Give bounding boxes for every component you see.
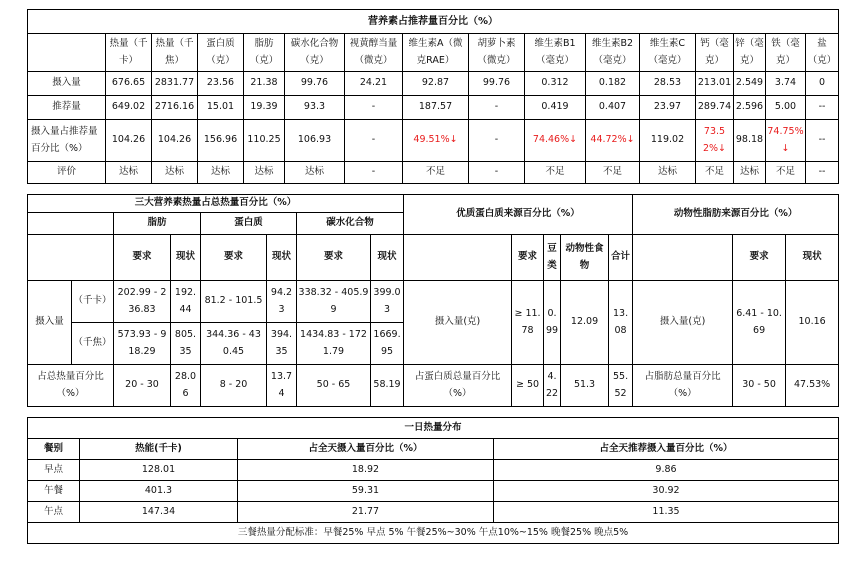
data-cell: 达标 bbox=[285, 162, 345, 184]
row-label: 摄入量占推荐量百分比（%） bbox=[28, 120, 106, 162]
req-header: 要求 bbox=[733, 235, 786, 281]
data-cell: 3.74 bbox=[766, 72, 806, 96]
data-cell: 13.74 bbox=[267, 365, 297, 407]
data-cell: 1434.83 - 1721.79 bbox=[297, 323, 371, 365]
bean-header: 豆类 bbox=[544, 235, 561, 281]
table-row bbox=[28, 120, 839, 162]
header-cell: 锌（毫克） bbox=[734, 34, 766, 72]
data-cell: 50 - 65 bbox=[297, 365, 371, 407]
data-cell: 0 bbox=[806, 72, 839, 96]
macro-energy-table bbox=[27, 194, 839, 407]
header-cell: 维生素B1（毫克） bbox=[525, 34, 586, 72]
data-cell: 0.419 bbox=[525, 96, 586, 120]
data-cell: 12.09 bbox=[561, 281, 609, 365]
data-cell: 9.86 bbox=[494, 460, 839, 481]
data-cell: 338.32 - 405.99 bbox=[297, 281, 371, 323]
data-cell: -- bbox=[806, 162, 839, 184]
data-cell: 不足 bbox=[525, 162, 586, 184]
cur-header: 现状 bbox=[171, 235, 201, 281]
data-cell: 不足 bbox=[403, 162, 469, 184]
animal-fat-title: 动物性脂肪来源百分比（%） bbox=[633, 195, 839, 235]
data-cell: 20 - 30 bbox=[114, 365, 171, 407]
data-cell: 11.35 bbox=[494, 502, 839, 523]
data-cell: 达标 bbox=[198, 162, 244, 184]
header-cell: 餐别 bbox=[28, 439, 80, 460]
data-cell: 192.44 bbox=[171, 281, 201, 323]
corner-cell bbox=[28, 213, 114, 235]
data-cell: 达标 bbox=[734, 162, 766, 184]
data-cell: 81.2 - 101.5 bbox=[201, 281, 267, 323]
data-cell: 19.39 bbox=[244, 96, 285, 120]
data-cell: 147.34 bbox=[80, 502, 238, 523]
header-cell: 热量（千焦） bbox=[152, 34, 198, 72]
data-cell: 394.35 bbox=[267, 323, 297, 365]
header-cell: 热能(千卡) bbox=[80, 439, 238, 460]
blank-cell bbox=[633, 235, 733, 281]
req-header: 要求 bbox=[114, 235, 171, 281]
nutrient-recommendation-table bbox=[27, 9, 839, 184]
header-cell: 盐（克） bbox=[806, 34, 839, 72]
data-cell: 110.25 bbox=[244, 120, 285, 162]
deficient-cell: 74.46%↓ bbox=[525, 120, 586, 162]
data-cell: 128.01 bbox=[80, 460, 238, 481]
data-cell: - bbox=[345, 162, 403, 184]
data-cell: 187.57 bbox=[403, 96, 469, 120]
distribution-title: 一日热量分布 bbox=[28, 418, 839, 439]
data-cell: 93.3 bbox=[285, 96, 345, 120]
header-cell: 脂肪（克） bbox=[244, 34, 285, 72]
header-cell: 碳水化合物（克） bbox=[285, 34, 345, 72]
data-cell: 5.00 bbox=[766, 96, 806, 120]
req-header: 要求 bbox=[201, 235, 267, 281]
data-cell: -- bbox=[806, 96, 839, 120]
pct-fat-label: 占脂肪总量百分比（%） bbox=[633, 365, 733, 407]
data-cell: 47.53% bbox=[786, 365, 839, 407]
data-cell: 21.77 bbox=[238, 502, 494, 523]
data-cell: 2831.77 bbox=[152, 72, 198, 96]
data-cell: 805.35 bbox=[171, 323, 201, 365]
data-cell: 1669.95 bbox=[371, 323, 404, 365]
data-cell: 213.01 bbox=[696, 72, 734, 96]
data-cell: ≥ 50 bbox=[512, 365, 544, 407]
total-header: 合计 bbox=[609, 235, 633, 281]
header-cell: 维生素B2（毫克） bbox=[586, 34, 640, 72]
header-cell: 铁（毫克） bbox=[766, 34, 806, 72]
req-header: 要求 bbox=[512, 235, 544, 281]
data-cell: 676.65 bbox=[106, 72, 152, 96]
daily-energy-distribution-table bbox=[27, 417, 839, 544]
protein-header: 蛋白质 bbox=[201, 213, 297, 235]
pct-energy-label: 占总热量百分比（%） bbox=[28, 365, 114, 407]
data-cell: 59.31 bbox=[238, 481, 494, 502]
header-cell: 蛋白质（克） bbox=[198, 34, 244, 72]
data-cell: 18.92 bbox=[238, 460, 494, 481]
data-cell: 不足 bbox=[586, 162, 640, 184]
data-cell: - bbox=[469, 120, 525, 162]
corner-cell bbox=[28, 34, 106, 72]
quality-protein-title: 优质蛋白质来源百分比（%） bbox=[404, 195, 633, 235]
intake-gram-label: 摄入量(克) bbox=[633, 281, 733, 365]
data-cell: 8 - 20 bbox=[201, 365, 267, 407]
data-cell: 399.03 bbox=[371, 281, 404, 323]
data-cell: 401.3 bbox=[80, 481, 238, 502]
data-cell: 不足 bbox=[696, 162, 734, 184]
table-row bbox=[28, 96, 839, 120]
data-cell: 94.23 bbox=[267, 281, 297, 323]
data-cell: 0.99 bbox=[544, 281, 561, 365]
data-cell: 达标 bbox=[106, 162, 152, 184]
data-cell: 92.87 bbox=[403, 72, 469, 96]
data-cell: 104.26 bbox=[152, 120, 198, 162]
req-header: 要求 bbox=[297, 235, 371, 281]
fat-header: 脂肪 bbox=[114, 213, 201, 235]
data-cell: 2716.16 bbox=[152, 96, 198, 120]
data-cell: - bbox=[469, 162, 525, 184]
deficient-cell: 49.51%↓ bbox=[403, 120, 469, 162]
data-cell: 202.99 - 236.83 bbox=[114, 281, 171, 323]
data-cell: 2.549 bbox=[734, 72, 766, 96]
header-cell: 维生素A（微克RAE） bbox=[403, 34, 469, 72]
data-cell: 6.41 - 10.69 bbox=[733, 281, 786, 365]
data-cell: 104.26 bbox=[106, 120, 152, 162]
allocation-note: 三餐热量分配标准：早餐25% 早点 5% 午餐25%~30% 午点10%~15% 晚餐25% 晚点5% bbox=[28, 523, 839, 544]
data-cell: - bbox=[469, 96, 525, 120]
cur-header: 现状 bbox=[267, 235, 297, 281]
cur-header: 现状 bbox=[786, 235, 839, 281]
header-cell: 热量（千卡） bbox=[106, 34, 152, 72]
data-cell: 21.38 bbox=[244, 72, 285, 96]
data-cell: 106.93 bbox=[285, 120, 345, 162]
data-cell: 24.21 bbox=[345, 72, 403, 96]
deficient-cell: 44.72%↓ bbox=[586, 120, 640, 162]
data-cell: 30 - 50 bbox=[733, 365, 786, 407]
data-cell: 573.93 - 918.29 bbox=[114, 323, 171, 365]
data-cell: 23.97 bbox=[640, 96, 696, 120]
row-label: 推荐量 bbox=[28, 96, 106, 120]
data-cell: 不足 bbox=[766, 162, 806, 184]
meal-label: 午餐 bbox=[28, 481, 80, 502]
data-cell: 28.53 bbox=[640, 72, 696, 96]
macro-energy-title: 三大营养素热量占总热量百分比（%） bbox=[28, 195, 404, 213]
data-cell: 4.22 bbox=[544, 365, 561, 407]
data-cell: - bbox=[345, 96, 403, 120]
data-cell: 156.96 bbox=[198, 120, 244, 162]
deficient-cell: 74.75%↓ bbox=[766, 120, 806, 162]
data-cell: 15.01 bbox=[198, 96, 244, 120]
intake-gram-label: 摄入量(克) bbox=[404, 281, 512, 365]
data-cell: 23.56 bbox=[198, 72, 244, 96]
data-cell: 0.182 bbox=[586, 72, 640, 96]
header-cell: 钙（毫克） bbox=[696, 34, 734, 72]
data-cell: 289.74 bbox=[696, 96, 734, 120]
data-cell: 58.19 bbox=[371, 365, 404, 407]
data-cell: 98.18 bbox=[734, 120, 766, 162]
data-cell: 13.08 bbox=[609, 281, 633, 365]
deficient-cell: 73.52%↓ bbox=[696, 120, 734, 162]
header-cell: 占全天摄入量百分比（%） bbox=[238, 439, 494, 460]
kj-label: （千焦） bbox=[72, 323, 114, 365]
table-row bbox=[28, 502, 839, 523]
data-cell: 2.596 bbox=[734, 96, 766, 120]
table-row bbox=[28, 162, 839, 184]
data-cell: ≥ 11.78 bbox=[512, 281, 544, 365]
data-cell: 55.52 bbox=[609, 365, 633, 407]
meal-label: 早点 bbox=[28, 460, 80, 481]
row-label: 摄入量 bbox=[28, 72, 106, 96]
data-cell: 119.02 bbox=[640, 120, 696, 162]
pct-protein-label: 占蛋白质总量百分比（%） bbox=[404, 365, 512, 407]
cur-header: 现状 bbox=[371, 235, 404, 281]
data-cell: 达标 bbox=[152, 162, 198, 184]
intake-label: 摄入量 bbox=[28, 281, 72, 365]
header-cell: 维生素C（毫克） bbox=[640, 34, 696, 72]
table-row bbox=[28, 281, 839, 323]
data-cell: 0.312 bbox=[525, 72, 586, 96]
data-cell: 649.02 bbox=[106, 96, 152, 120]
table-row bbox=[28, 460, 839, 481]
data-cell: 99.76 bbox=[285, 72, 345, 96]
nutrient-table-title: 营养素占推荐量百分比（%） bbox=[28, 10, 839, 34]
meal-label: 午点 bbox=[28, 502, 80, 523]
data-cell: 达标 bbox=[244, 162, 285, 184]
data-cell: 0.407 bbox=[586, 96, 640, 120]
data-cell: -- bbox=[806, 120, 839, 162]
data-cell: 达标 bbox=[640, 162, 696, 184]
data-cell: 10.16 bbox=[786, 281, 839, 365]
header-cell: 视黄醇当量（微克） bbox=[345, 34, 403, 72]
header-cell: 胡萝卜素（微克） bbox=[469, 34, 525, 72]
data-cell: 28.06 bbox=[171, 365, 201, 407]
data-cell: - bbox=[345, 120, 403, 162]
header-cell: 占全天推荐摄入量百分比（%） bbox=[494, 439, 839, 460]
data-cell: 30.92 bbox=[494, 481, 839, 502]
data-cell: 51.3 bbox=[561, 365, 609, 407]
data-cell: 99.76 bbox=[469, 72, 525, 96]
row-label: 评价 bbox=[28, 162, 106, 184]
kcal-label: （千卡） bbox=[72, 281, 114, 323]
animal-food-header: 动物性食物 bbox=[561, 235, 609, 281]
table-row bbox=[28, 365, 839, 407]
blank-cell bbox=[404, 235, 512, 281]
data-cell: 344.36 - 430.45 bbox=[201, 323, 267, 365]
corner-cell bbox=[28, 235, 114, 281]
carb-header: 碳水化合物 bbox=[297, 213, 404, 235]
table-row bbox=[28, 72, 839, 96]
table-row bbox=[28, 481, 839, 502]
